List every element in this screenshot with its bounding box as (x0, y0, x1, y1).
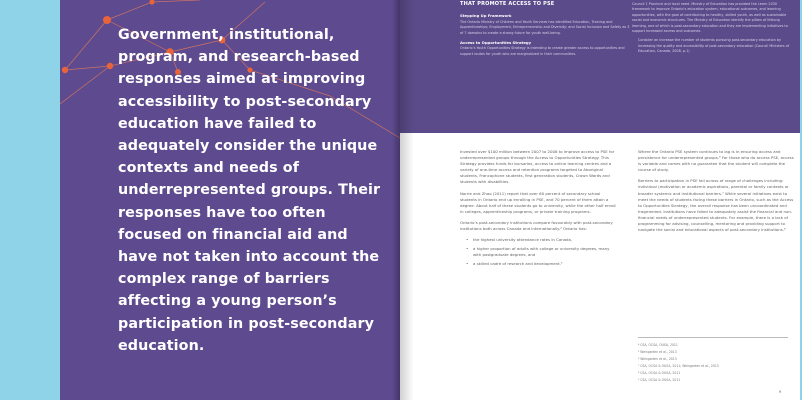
band-blockquote: Consider an increase the number of students pursuing post-secondary education by increasing the quality and accessibility of post-secondary education (Council Ministers of Education, Canada, 2008, p.1) (638, 38, 790, 54)
footnote: ⁸ CSA, OCSA & OUSA, 2011 (638, 370, 681, 375)
body-column-1 (460, 149, 618, 273)
list-item: • a skilled cadre of research and development.⁵ (468, 261, 618, 267)
body-paragraph: Norrie and Zhao (2011) report that over 60 percent of secondary school students in Ontario end up enrolling in PSE, and 70 percent of them attain a degree. About half of these students go to university, while the other half enroll in colleges, apprenticeship programs, or private training programs. (460, 190, 616, 214)
network-node (103, 16, 111, 24)
body-column-2 (638, 149, 796, 238)
footnote: ⁵ Weingarten et al., 2013 (638, 349, 677, 354)
network-node (107, 63, 113, 69)
body-paragraph: Where the Ontario PSE system continues to lag is in ensuring access and persistence for underrepresented groups.⁶ For those who do access PSE, access is variable and comes with no guarantee that the student will complete the course of study. (638, 149, 794, 173)
band-paragraph: The Ontario Ministry of Children and Youth Services has identified Education, Training and Apprenticeships; Employment, Entrepreneurship and Diversity; and Social Inclusion and Safety as 3 of 7 domains to create a strong future for youth well-being. (460, 19, 630, 35)
left-page (60, 0, 400, 400)
page-number: 9 (779, 390, 782, 394)
band-heading: THAT PROMOTE ACCESS TO PSE (460, 1, 555, 7)
band-paragraph: Ontario’s Youth Opportunities Strategy is intending to create greater access to opportunities and support routes for youth who are marginalized in their communities. (460, 46, 625, 56)
footnote: ⁷ CSA, OCSA & OUSA, 2011; Weingarten et al., 2013 (638, 363, 719, 368)
network-node (149, 0, 154, 5)
page-gutter (392, 0, 400, 400)
booklet-spread (60, 0, 794, 400)
band-column-2 (632, 2, 792, 59)
bullet-list (468, 237, 618, 267)
band-subheading: Stepping Up Framework (460, 13, 512, 19)
footnotes (638, 337, 788, 383)
footnote: ⁴ CSA, OCSA, OUSA, 2011 (638, 343, 678, 347)
band-subheading: Access to Opportunities Strategy (460, 40, 532, 46)
body-paragraph: Invested over $100 million between 2007 to 2008 to improve access to PSE for underrepresented groups through the Access to Opportunities Strategy. This Strategy provides funds for bursaries, access to online learning centres and a variety of one-time access and retention programs targeted to Aboriginal students, Francophone students, first generation students, Crown Wards and students with disabilities. (460, 149, 615, 185)
footnote: ⁹ CSA, OCSA & OUSA, 2011 (638, 377, 681, 382)
body-paragraph: Barriers to participation in PSE fall across of range of challenges including: individual (motivation or academic aspirations, parental or family contexts or broader systemic and institutional barriers.⁷ While several initiatives exist to meet the needs of students facing these barriers in Ontario, such as the Access to Opportunities Strategy, the overall response has been uncoordinated and fragmented. Institutions have failed to adequately assist the financial and non-financial needs of underrepresented students. For example, there is a lack of programming for advising, counselling, mentoring and providing support to navigate the social and educational aspects of post-secondary institutions.⁸ (638, 178, 794, 233)
band-column-1 (460, 2, 630, 61)
page-shadow (400, 0, 414, 400)
footnote: ⁶ Weingarten et al., 2013 (638, 356, 677, 361)
pull-quote: Government, institutional, program, and research-based responses aimed at improving accessibility to post-secondary education have failed to adequately consider the unique contexts and needs of underrepresented groups. Their responses have too often focused on financial aid and have not taken into account the complex range of barriers affecting a young person’s participation in post-secondary education. (118, 27, 381, 354)
right-page (400, 0, 800, 400)
header-band (400, 0, 800, 133)
list-item: • the highest university attendance rates in Canada, (468, 237, 618, 243)
network-node (62, 67, 68, 73)
band-paragraph: Council 1 Province and local need. Ministry of Education has provided the Learn 2030 framework to improve Ontario’s education system, educational outcomes, and learning opportunities, with the goal of contributing to healthy, skilled youth, as well as sustainable social and economic structures. The Ministry of Education identify the pillars of lifelong learning, one of which is post-secondary education and they are implementing initiatives to support increased access and outcomes. (632, 2, 788, 34)
body-paragraph: Ontario’s post-secondary institutions compare favourably with post-secondary institutions both across Canada and internationally.⁴ Ontario has: (460, 219, 613, 232)
list-item: • a higher proportion of adults with college or university degrees, many with postgraduate degrees, and (468, 246, 618, 258)
